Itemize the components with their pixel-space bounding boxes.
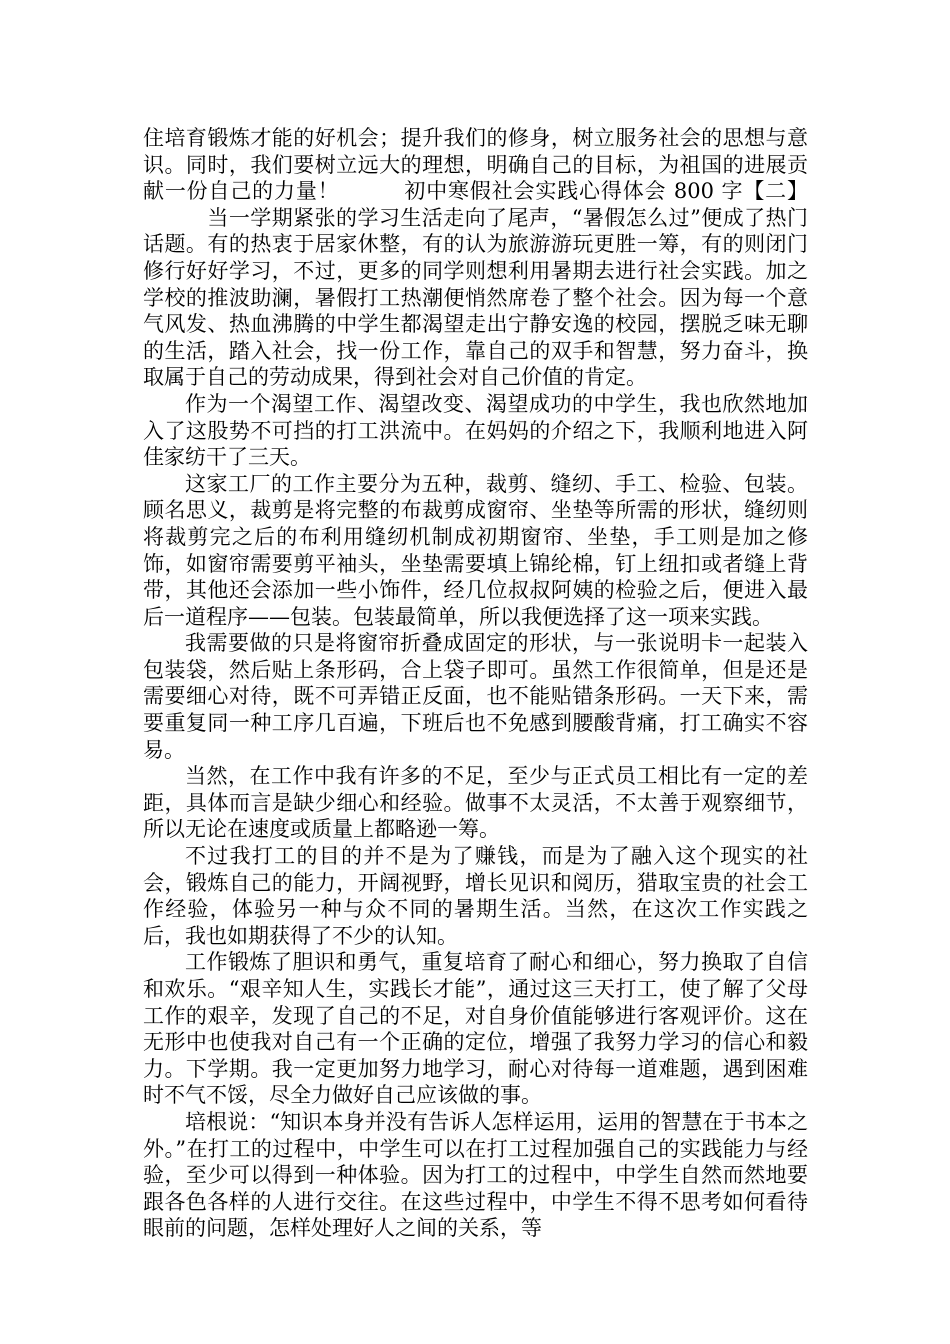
section-heading: 初中寒假社会实践心得体会 800 字【二】: [403, 179, 809, 204]
paragraph: 培根说：“知识本身并没有告诉人怎样运用，运用的智慧在于书本之外。”在打工的过程中，中学生可以在打工过程加强自己的实践能力与经验，至少可以得到一种体验。因为打工的过程中，中学生自然而然地要跟各色各样的人进行交往。在这些过程中，中学生不得不思考如何看待眼前的问题，怎样处理好人之间的关系，等: [143, 1109, 808, 1241]
document-body: [143, 125, 808, 1242]
intro-text: 住培育锻炼才能的好机会；提升我们的修身，树立服务社会的思想与意识。同时，我们要树立远大的理想，明确自己的目标，为祖国的进展贡献一份自己的力量！: [143, 126, 808, 204]
paragraph: 当然，在工作中我有许多的不足，至少与正式员工相比有一定的差距，具体而言是缺少细心和经验。做事不太灵活，不太善于观察细节，所以无论在速度或质量上都略逊一筹。: [143, 764, 808, 842]
paragraph: 我需要做的只是将窗帘折叠成固定的形状，与一张说明卡一起装入包装袋，然后贴上条形码，合上袋子即可。虽然工作很简单，但是还是需要细心对待，既不可弄错正反面，也不能贴错条形码。一天下来，需要重复同一种工序几百遍，下班后也不免感到腰酸背痛，打工确实不容易。: [143, 631, 808, 762]
section-opening-text: 当一学期紧张的学习生活走向了尾声，“暑假怎么过”便成了热门话题。有的热衷于居家休整，有的认为旅游游玩更胜一筹，有的则闭门修行好好学习，不过，更多的同学则想利用暑期去进行社会实践。加之学校的推波助澜，暑假打工热潮便悄然席卷了整个社会。因为每一个意气风发、热血沸腾的中学生都渴望走出宁静安逸的校园，摆脱乏味无聊的生活，踏入社会，找一份工作，靠自己的双手和智慧，努力奋斗，换取属于自己的劳动成果，得到社会对自己价值的肯定。: [143, 205, 808, 390]
intro-paragraph: [143, 125, 808, 391]
paragraph: 不过我打工的目的并不是为了赚钱，而是为了融入这个现实的社会，锻炼自己的能力，开阔视野，增长见识和阅历，猎取宝贵的社会工作经验，体验另一种与众不同的暑期生活。当然，在这次工作实践之后，我也如期获得了不少的认知。: [143, 844, 808, 948]
paragraph: 这家工厂的工作主要分为五种，裁剪、缝纫、手工、检验、包装。顾名思义，裁剪是将完整的布裁剪成窗帘、坐垫等所需的形状，缝纫则将裁剪完之后的布利用缝纫机制成初期窗帘、坐垫，手工则是加之修饰，如窗帘需要剪平袖头，坐垫需要填上锦纶棉，钉上纽扣或者缝上背带，其他还会添加一些小饰件，经几位叔叔阿姨的检验之后，便进入最后一道程序——包装。包装最简单，所以我便选择了这一项来实践。: [143, 471, 808, 629]
paragraph: 工作锻炼了胆识和勇气，重复培育了耐心和细心，努力换取了自信和欢乐。“艰辛知人生，实践长才能”，通过这三天打工，使了解了父母工作的艰辛，发现了自己的不足，对自身价值能够进行客观评价。这在无形中也使我对自己有一个正确的定位，增强了我努力学习的信心和毅力。下学期。我一定更加努力地学习，耐心对待每一道难题，遇到困难时不气不馁，尽全力做好自己应该做的事。: [143, 950, 808, 1108]
paragraph: 作为一个渴望工作、渴望改变、渴望成功的中学生，我也欣然地加入了这股势不可挡的打工洪流中。在妈妈的介绍之下，我顺利地进入阿佳家纺干了三天。: [143, 391, 808, 470]
